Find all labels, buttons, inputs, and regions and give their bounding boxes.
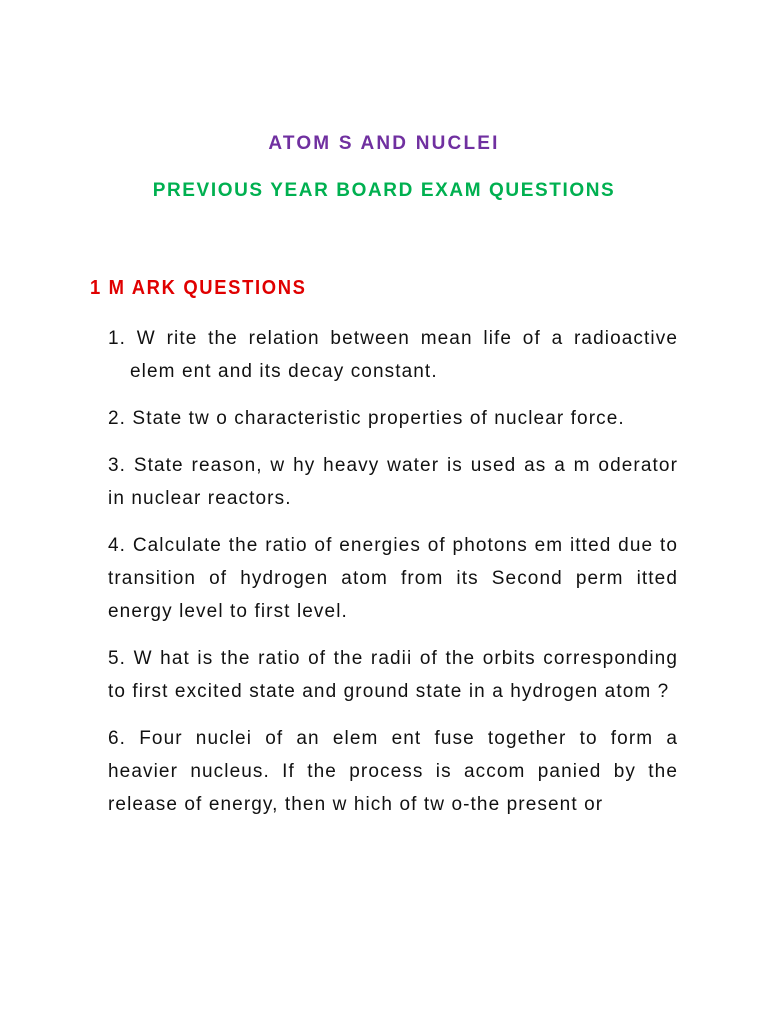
question-1: 1. W rite the relation between mean life of a radioactive elem ent and its decay constant. xyxy=(108,328,678,382)
question-list xyxy=(108,322,678,835)
question-5: 5. W hat is the ratio of the radii of the orbits corresponding to first excited state and ground state in a hydrogen atom ? xyxy=(108,648,678,702)
question-4: 4. Calculate the ratio of energies of photons em itted due to transition of hydrogen atom from its Second perm itted energy level to first level. xyxy=(108,535,678,622)
question-3: 3. State reason, w hy heavy water is used as a m oderator in nuclear reactors. xyxy=(108,455,678,509)
question-2: 2. State tw o characteristic properties of nuclear force. xyxy=(108,408,625,429)
section-heading: 1 M ARK QUESTIONS xyxy=(90,277,307,299)
question-6: 6. Four nuclei of an elem ent fuse together to form a heavier nucleus. If the process is accom panied by the release of energy, then w hich of tw o-the present or xyxy=(108,728,678,815)
document-subtitle: PREVIOUS YEAR BOARD EXAM QUESTIONS xyxy=(152,180,616,201)
document-title: ATOM S AND NUCLEI xyxy=(268,133,500,154)
